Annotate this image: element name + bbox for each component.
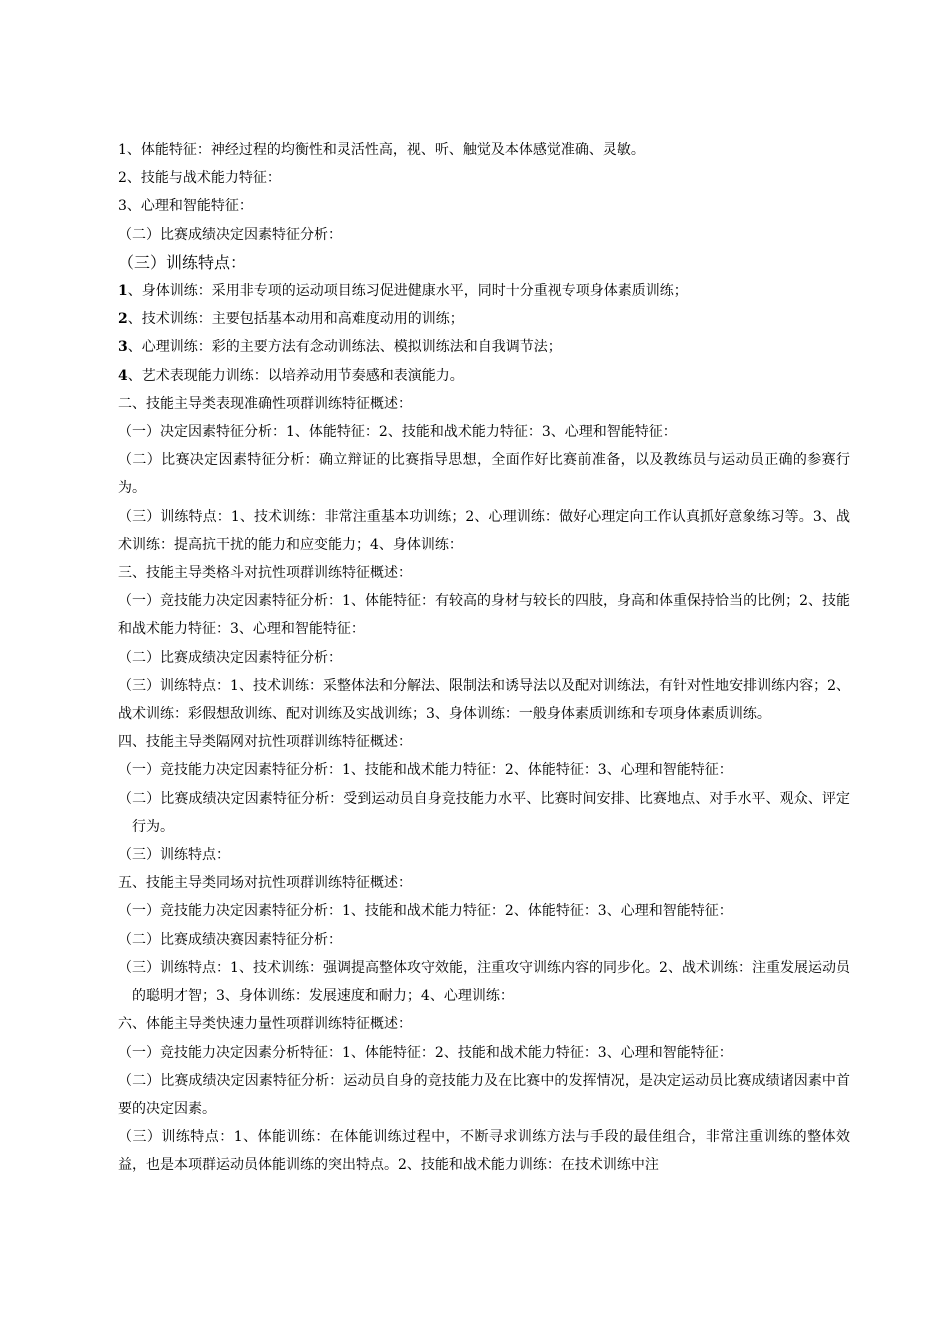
list-text: 、技术训练：主要包括基本动用和高难度动用的训练； [127,311,464,328]
paragraph: 2、技能与战术能力特征： [118,170,281,187]
paragraph: 3、心理和智能特征： [118,198,253,215]
paragraph: （三）训练特点：1、体能训练：在体能训练过程中，不断寻求训练方法与手段的最佳组合，非常注重训练的整体效益，也是本项群运动员体能训练的突出特点。2、技能和战术能力训练：在技术训练中注 [118,1129,850,1174]
list-number: 3 [118,339,128,356]
document-page [118,136,850,1180]
section-heading: 三、技能主导类格斗对抗性项群训练特征概述： [118,565,412,582]
list-number: 2 [118,311,128,328]
paragraph: （二）比赛成绩决定因素特征分析：运动员自身的竞技能力及在比赛中的发挥情况，是决定运动员比赛成绩诸因素中首要的决定因素。 [118,1072,850,1117]
paragraph: （三）训练特点：1、技术训练：非常注重基本功训练；2、心理训练：做好心理定向工作认真抓好意象练习等。3、战术训练：提高抗干扰的能力和应变能力；4、身体训练： [118,508,850,553]
paragraph: （一）竞技能力决定因素特征分析：1、体能特征：有较高的身材与较长的四肢，身高和体重保持恰当的比例；2、技能和战术能力特征：3、心理和智能特征： [118,593,850,638]
section-heading: 五、技能主导类同场对抗性项群训练特征概述： [118,875,412,892]
paragraph: （三）训练特点： [118,847,230,864]
paragraph: （二）比赛成绩决定因素特征分析： [118,649,342,666]
list-text: 、心理训练：彩的主要方法有念动训练法、模拟训练法和自我调节法； [127,339,562,356]
section-heading: （三）训练特点： [118,252,247,272]
list-text: 、艺术表现能力训练：以培养动用节奏感和表演能力。 [127,367,464,384]
list-number: 4 [118,367,128,384]
list-item [118,277,850,305]
paragraph: （二）比赛成绩决定因素特征分析： [118,226,342,243]
list-item [118,362,850,390]
paragraph: （一）竞技能力决定因素分析特征：1、体能特征：2、技能和战术能力特征：3、心理和智能特征： [118,1044,733,1061]
list-text: 、身体训练：采用非专项的运动项目练习促进健康水平，同时十分重视专项身体素质训练； [127,283,688,300]
list-number: 1 [118,283,128,300]
list-item [118,305,850,333]
paragraph: （三）训练特点：1、技术训练：采整体法和分解法、限制法和诱导法以及配对训练法，有针对性地安排训练内容；2、战术训练：彩假想敌训练、配对训练及实战训练；3、身体训练：一般身体素质训练和专项身体素质训练。 [118,677,850,723]
section-heading: 六、体能主导类快速力量性项群训练特征概述： [118,1016,412,1033]
paragraph: （二）比赛决定因素特征分析：确立辩证的比赛指导思想，全面作好比赛前准备，以及教练员与运动员正确的参赛行为。 [118,452,850,497]
paragraph: （一）竞技能力决定因素特征分析：1、技能和战术能力特征：2、体能特征：3、心理和智能特征： [118,762,733,779]
paragraph: 1、体能特征：神经过程的均衡性和灵活性高，视、听、触觉及本体感觉准确、灵敏。 [118,142,645,158]
paragraph: （二）比赛成绩决定因素特征分析：受到运动员自身竞技能力水平、比赛时间安排、比赛地点、对手水平、观众、评定行为。 [118,790,850,835]
section-heading: 四、技能主导类隔网对抗性项群训练特征概述： [118,734,412,751]
paragraph: （一）竞技能力决定因素特征分析：1、技能和战术能力特征：2、体能特征：3、心理和智能特征： [118,903,733,920]
paragraph: （二）比赛成绩决赛因素特征分析： [118,931,342,948]
section-heading: 二、技能主导类表现准确性项群训练特征概述： [118,395,412,412]
paragraph: （三）训练特点：1、技术训练：强调提高整体攻守效能，注重攻守训练内容的同步化。2、战术训练：注重发展运动员的聪明才智；3、身体训练：发展速度和耐力；4、心理训练： [118,959,850,1005]
list-item [118,333,850,361]
paragraph: （一）决定因素特征分析：1、体能特征：2、技能和战术能力特征：3、心理和智能特征： [118,424,677,441]
